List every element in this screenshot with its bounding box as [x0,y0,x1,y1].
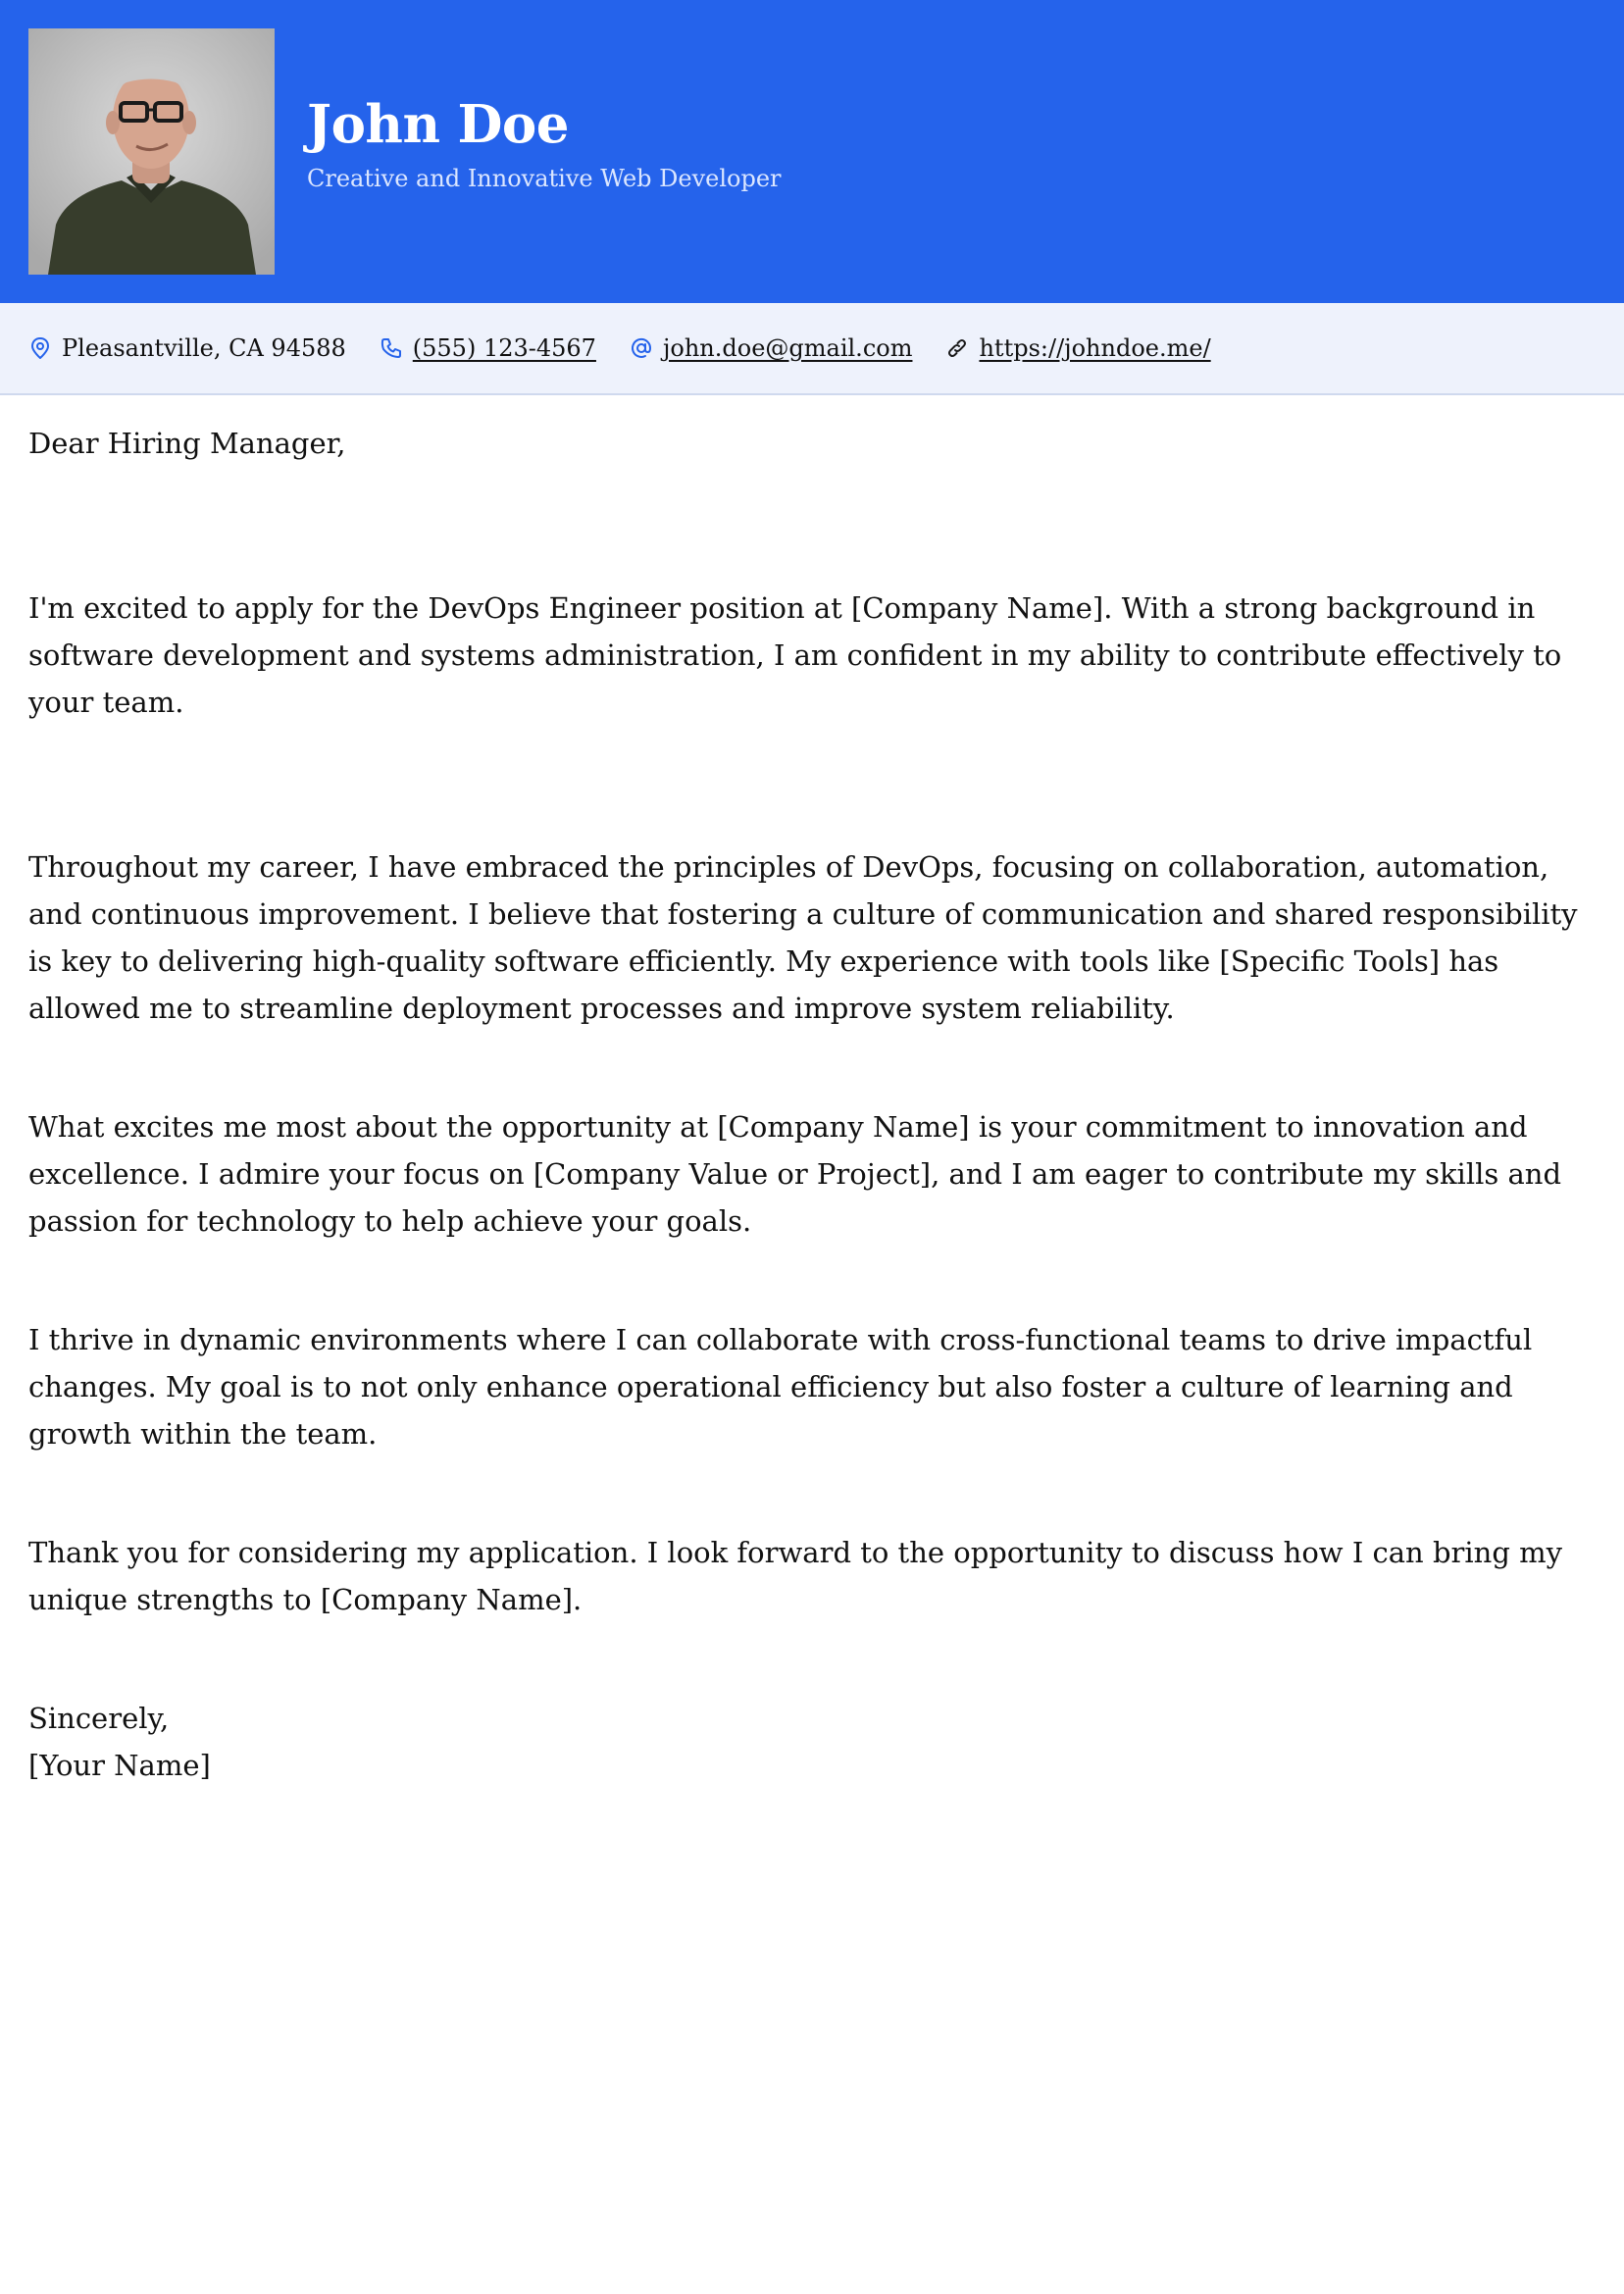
map-pin-icon [28,336,52,360]
letter-paragraph: Thank you for considering my application. I look forward to the opportunity to discuss how I can bring my unique strengths to [Company Name]. [28,1536,1562,1616]
email-link[interactable]: john.doe@gmail.com [662,334,913,362]
phone-link[interactable]: (555) 123-4567 [412,334,596,362]
contact-bar [0,303,1624,395]
letter-paragraph: I'm excited to apply for the DevOps Engineer position at [Company Name]. With a strong background in software development and systems administration, I am confident in my ability to contribute effectively to your team. [28,591,1562,719]
letter-closing: Sincerely, [28,1702,170,1735]
letter-greeting: Dear Hiring Manager, [28,427,346,460]
contact-website[interactable] [945,334,1210,362]
contact-email[interactable] [630,334,913,362]
header-banner [0,0,1624,303]
website-link[interactable]: https://johndoe.me/ [979,334,1211,362]
contact-phone[interactable] [380,334,596,362]
contact-location [28,334,346,362]
profile-photo [28,28,275,275]
letter-paragraph: I thrive in dynamic environments where I can collaborate with cross-functional teams to drive impactful changes. My goal is to not only enhance operational efficiency but also foster a culture of learning and growth within the team. [28,1323,1533,1451]
letter-paragraph: Throughout my career, I have embraced the principles of DevOps, focusing on collaboration, automation, and continuous improvement. I believe that fostering a culture of communication and shared responsibility is key to delivering high-quality software efficiently. My experience with tools like [Specific Tools] has allowed me to streamline deployment processes and improve system reliability. [28,850,1578,1025]
at-sign-icon [630,336,653,360]
location-text: Pleasantville, CA 94588 [62,334,346,362]
letter-signature: [Your Name] [28,1749,211,1782]
letter-paragraph: What excites me most about the opportunity at [Company Name] is your commitment to innovation and excellence. I admire your focus on [Company Value or Project], and I am eager to contribute my skills and passion for technology to help achieve your goals. [28,1110,1562,1238]
letter-body [28,420,1598,1789]
contact-list [28,303,1244,393]
phone-icon [380,336,403,360]
applicant-name: John Doe [307,94,569,155]
link-icon [945,336,969,360]
applicant-tagline: Creative and Innovative Web Developer [307,165,782,192]
